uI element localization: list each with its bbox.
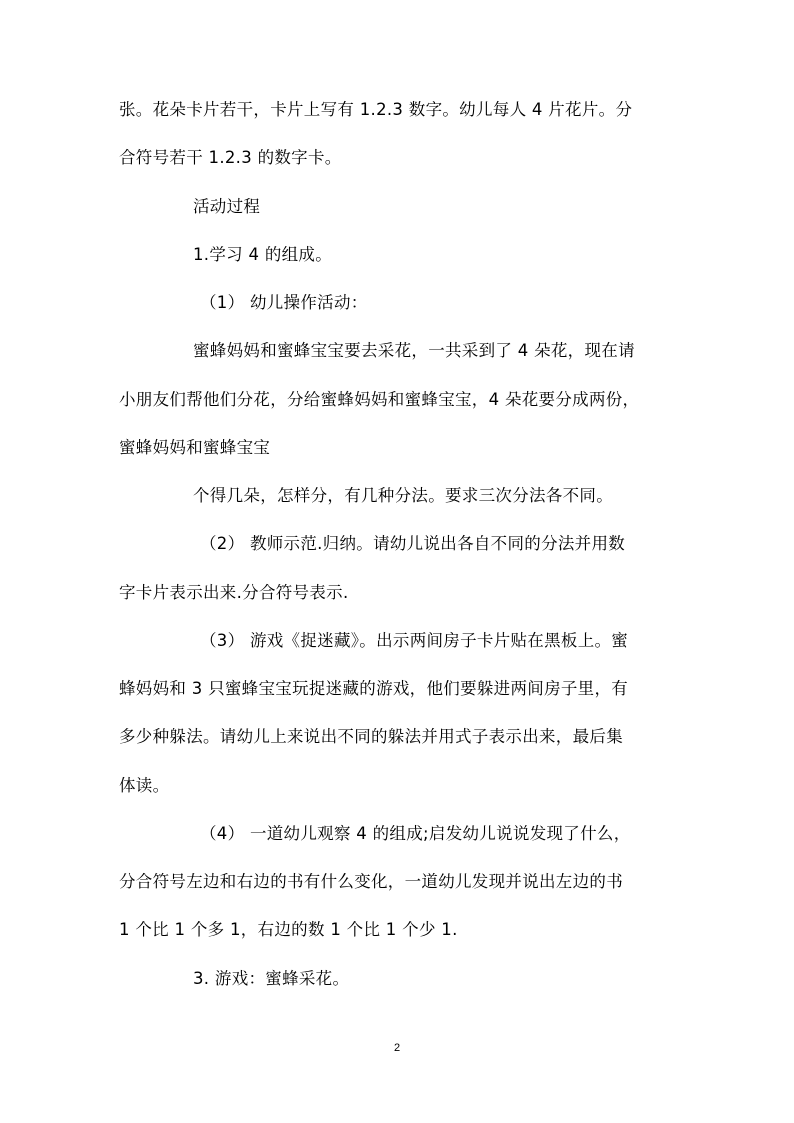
page-number: 2 xyxy=(393,1042,401,1054)
paragraph-line: 1 个比 1 个多 1，右边的数 1 个比 1 个少 1. xyxy=(119,920,458,939)
paragraph-line: 蜂妈妈和 3 只蜜蜂宝宝玩捉迷藏的游戏，他们要躲进两间房子里，有 xyxy=(119,679,629,698)
paragraph-line: 体读。 xyxy=(119,776,170,795)
paragraph-line: 蜜蜂妈妈和蜜蜂宝宝要去采花，一共采到了 4 朵花，现在请 xyxy=(193,341,635,360)
subsection-heading: 3. 游戏：蜜蜂采花。 xyxy=(193,969,350,988)
paragraph-line: 个得几朵，怎样分，有几种分法。要求三次分法各不同。 xyxy=(193,486,613,505)
paragraph-line: 合符号若干 1.2.3 的数字卡。 xyxy=(119,148,342,167)
list-item-heading: （2） 教师示范.归纳。请幼儿说出各自不同的分法并用数 xyxy=(200,534,626,553)
subsection-heading: 1.学习 4 的组成。 xyxy=(193,245,333,264)
paragraph-line: 蜜蜂妈妈和蜜蜂宝宝 xyxy=(119,438,271,457)
paragraph-line: 张。花朵卡片若干，卡片上写有 1.2.3 数字。幼儿每人 4 片花片。分 xyxy=(119,100,633,119)
list-item-heading: （4） 一道幼儿观察 4 的组成;启发幼儿说说发现了什么， xyxy=(200,824,631,843)
list-item-heading: （3） 游戏《捉迷藏》。出示两间房子卡片贴在黑板上。蜜 xyxy=(200,631,629,650)
paragraph-line: 字卡片表示出来.分合符号表示. xyxy=(119,583,349,602)
paragraph-line: 小朋友们帮他们分花，分给蜜蜂妈妈和蜜蜂宝宝，4 朵花要分成两份， xyxy=(119,390,640,409)
list-item-heading: （1） 幼儿操作活动： xyxy=(200,293,368,312)
paragraph-line: 分合符号左边和右边的书有什么变化，一道幼儿发现并说出左边的书 xyxy=(119,872,623,891)
section-heading: 活动过程 xyxy=(193,197,261,216)
paragraph-line: 多少种躲法。请幼儿上来说出不同的躲法并用式子表示出来，最后集 xyxy=(119,727,623,746)
